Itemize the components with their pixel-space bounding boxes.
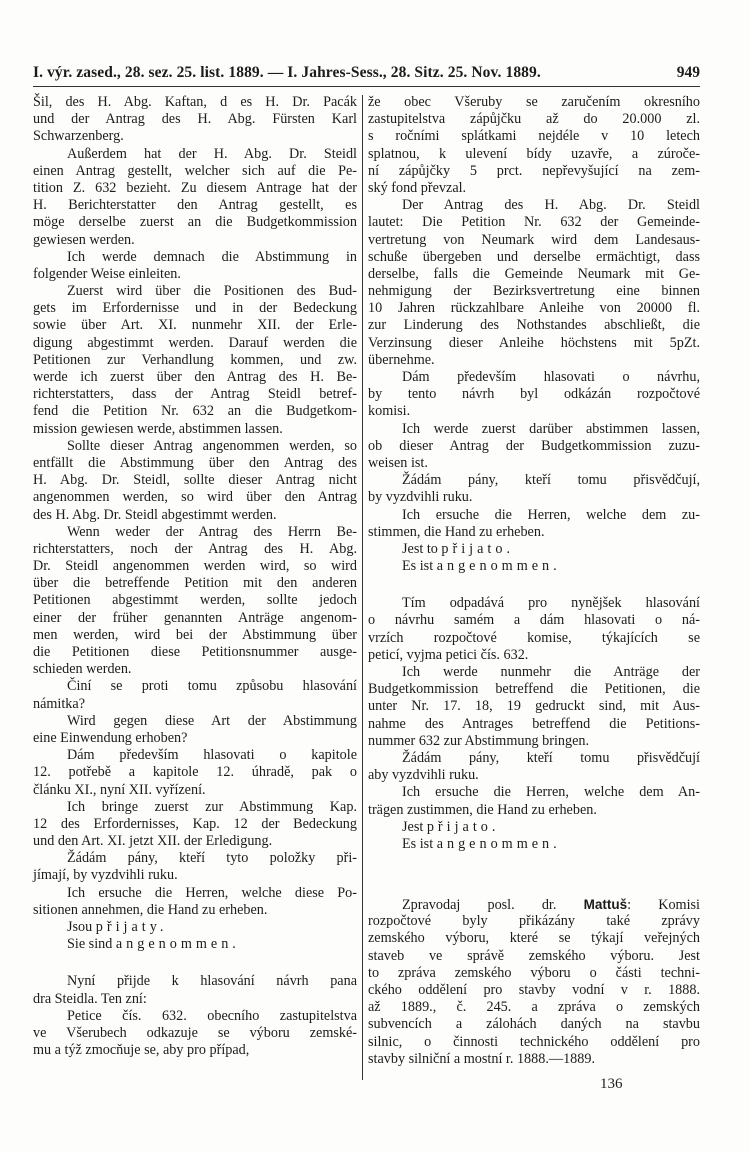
text-line: s ročními splátkami nejdéle v 10 letech: [368, 128, 700, 145]
text-line: 12 des Erfordernisses, Kap. 12 der Bedeckung: [33, 815, 357, 832]
text-line: unter Nr. 17. 18, 19 gedruckt sind, mit Aus-: [368, 698, 700, 715]
text-line: že obec Všeruby se zaručením okresního: [368, 94, 700, 110]
paragraph: [368, 94, 700, 197]
paragraph: [33, 94, 357, 146]
text-segment: Jest: [402, 818, 427, 835]
paragraph: [368, 541, 700, 558]
text-line: 10 Jahren rückzahlbare Anleihe von 20000 fl.: [368, 300, 700, 317]
text-line: über die betreffende Petition mit den anderen: [33, 575, 357, 592]
text-line: richterstatters, dass der Antrag Steidl betref-: [33, 386, 357, 403]
text-segment: Sie sind: [67, 936, 116, 953]
paragraph: [368, 369, 700, 421]
paragraph: [33, 249, 357, 283]
paragraph: [33, 1008, 357, 1060]
paragraph: [368, 836, 700, 853]
text-segment: angenommen.: [436, 558, 561, 575]
paragraph: [33, 799, 357, 851]
text-line: komisi.: [368, 403, 411, 420]
text-line: mu a týž zmocňuje se, aby pro případ,: [33, 1042, 250, 1059]
text-line: [33, 936, 357, 953]
text-line: einen Antrag gestellt, welcher sich auf die Pe-: [33, 162, 357, 179]
text-line: Budgetkommission betreffend die Petitionen, die: [368, 681, 700, 698]
text-line: übernehme.: [368, 351, 435, 368]
paragraph: [33, 678, 357, 712]
text-line: Ich ersuche die Herren, welche dem zu-: [402, 506, 700, 523]
text-line: Sollte dieser Antrag angenommen werden, so: [67, 437, 357, 454]
text-line: ní zápůjčky 5 prct. nepřevyšující na zem-: [368, 162, 700, 179]
paragraph: [368, 197, 700, 369]
text-line: folgender Weise einleiten.: [33, 265, 181, 282]
text-line: [368, 558, 700, 575]
text-segment: Jsou: [67, 919, 96, 935]
text-line: sitionen annehmen, die Hand zu erheben.: [33, 901, 268, 918]
text-line: zastupitelstva zápůjčku až do 20.000 zl.: [368, 111, 700, 128]
text-line: H. Berichterstatter den Antrag gestellt, es: [33, 197, 357, 214]
text-line: Ich bringe zuerst zur Abstimmung Kap.: [67, 798, 357, 815]
text-line: gewiesen werden.: [33, 231, 135, 248]
text-segment: Es ist: [402, 835, 437, 852]
right-column: [368, 94, 700, 1068]
paragraph: [33, 973, 357, 1007]
paragraph: [368, 750, 700, 784]
text-line: Ich werde nunmehr die Anträge der: [402, 664, 700, 680]
text-line: Nyní přijde k hlasování návrh pana: [67, 973, 357, 990]
paragraph: [33, 146, 357, 249]
text-line: 12. potřebě a kapitole 12. úhradě, pak o: [33, 764, 357, 781]
text-segment: Es ist: [402, 558, 437, 575]
left-column: [33, 94, 357, 1059]
text-line: by vyzdvihli ruku.: [368, 489, 473, 506]
text-line: Petitionen abgestimmt werden, sollte jedoch: [33, 592, 357, 609]
text-line: Tím odpadává pro nynějšek hlasování: [402, 595, 700, 612]
text-line: tition Z. 632 bezieht. Zu diesem Antrage hat der: [33, 179, 357, 196]
text-line: Der Antrag des H. Abg. Dr. Steidl: [402, 197, 700, 214]
page-number: 949: [676, 64, 700, 81]
text-line: dra Steidla. Ten zní:: [33, 990, 147, 1007]
text-line: Wenn weder der Antrag des Herrn Be-: [67, 523, 357, 540]
text-line: ckého oddělení pro stavby vodní v r. 1888.: [368, 982, 700, 998]
text-line: až 1889., č. 245. a zpráva o zemských: [368, 999, 700, 1016]
text-line: [368, 896, 700, 913]
sheet-signature-number: 136: [600, 1076, 623, 1092]
text-line: Wird gegen diese Art der Abstimmung: [67, 712, 357, 729]
text-line: schuße übergeben und derselbe ermächtigt, dass: [368, 248, 700, 265]
text-line: und der Antrag des H. Abg. Fürsten Karl: [33, 111, 357, 128]
text-line: Außerdem hat der H. Abg. Dr. Steidl: [67, 145, 357, 162]
text-segment: přijaty.: [95, 919, 168, 935]
text-line: H. Abg. Dr. Steidl, sollte dieser Antrag nicht: [33, 472, 357, 489]
paragraph: [368, 819, 700, 836]
text-line: schieden werden.: [33, 661, 132, 678]
text-line: peticí, vyjma petici čís. 632.: [368, 646, 529, 663]
text-line: Žádám pány, kteří tyto položky při-: [67, 850, 357, 867]
paragraph: [33, 524, 357, 679]
text-line: nahme des Antrages betreffend die Petitions-: [368, 715, 700, 732]
text-line: to zpráva zemského výboru o části techni-: [368, 964, 700, 981]
text-line: stimmen, die Hand zu erheben.: [368, 523, 545, 540]
text-line: Dám především hlasovati o návrhu,: [402, 369, 700, 385]
text-line: [33, 919, 357, 936]
text-line: staveb ve správě zemského výboru. Jest: [368, 947, 700, 964]
text-line: Dám především hlasovati o kapitole: [67, 747, 357, 764]
text-line: vrzích rozpočtové komise, týkajících se: [368, 629, 700, 646]
text-line: sowie über Art. XI. nunmehr XII. der Erle-: [33, 317, 357, 334]
text-line: námitka?: [33, 695, 85, 712]
text-line: Ich werde zuerst darüber abstimmen lassen,: [402, 420, 700, 437]
text-line: [368, 541, 700, 558]
text-line: weisen ist.: [368, 454, 428, 471]
paragraph: [33, 885, 357, 919]
text-line: Ich werde demnach die Abstimmung in: [67, 248, 357, 265]
header-title: I. výr. zased., 28. sez. 25. list. 1889. — I. Jahres-Sess., 28. Sitz. 25. Nov. 1889.: [33, 64, 541, 81]
paragraph: [368, 664, 700, 750]
paragraph: [33, 283, 357, 438]
text-line: Ich ersuche die Herren, welche dem An-: [402, 784, 700, 801]
text-line: ský fond převzal.: [368, 179, 467, 196]
paragraph: [33, 747, 357, 799]
paragraph: [368, 472, 700, 506]
paragraph: [368, 558, 700, 575]
text-line: splatnou, k ulevení bídy uzavře, a zúroče-: [368, 145, 700, 162]
text-segment: angenommen.: [115, 936, 240, 953]
text-segment: přijato.: [441, 540, 515, 557]
text-line: Činí se proti tomu způsobu hlasování: [67, 678, 357, 695]
text-line: werde ich zuerst über den Antrag des H. Be-: [33, 369, 357, 385]
text-line: vertretung von Neumark wird dem Landesaus-: [368, 231, 700, 248]
running-header: [33, 64, 700, 87]
text-line: o návrhu samém a dám hlasovati o ná-: [368, 612, 700, 629]
text-line: trägen zustimmen, die Hand zu erheben.: [368, 801, 597, 818]
text-line: stavby silniční a mostní r. 1888.—1889.: [368, 1050, 595, 1067]
paragraph: [368, 896, 700, 1068]
text-line: [368, 819, 700, 836]
text-line: Žádám pány, kteří tomu přisvědčují: [402, 749, 700, 766]
text-line: ob dieser Antrag der Budgetkommission zuzu-: [368, 437, 700, 454]
text-segment: Zpravodaj posl. dr.: [402, 897, 584, 914]
text-line: entfällt die Abstimmung über den Antrag des: [33, 454, 357, 471]
text-line: Schwarzenberg.: [33, 128, 124, 145]
text-line: subvencích a zálohách daných na stavbu: [368, 1016, 700, 1033]
paragraph: [368, 421, 700, 473]
text-line: Ich ersuche die Herren, welche diese Po-: [67, 884, 357, 901]
paragraph: [33, 936, 357, 953]
text-line: Zuerst wird über die Positionen des Bud-: [67, 283, 357, 300]
text-line: eine Einwendung erhoben?: [33, 729, 188, 746]
text-line: zur Linderung des Nothstandes abschließt, die: [368, 317, 700, 334]
text-line: rozpočtové byly přikázány také zprávy: [368, 913, 700, 930]
text-line: aby vyzdvihli ruku.: [368, 767, 479, 784]
text-line: Petitionen zur Verhandlung kommen, und zw.: [33, 351, 357, 368]
text-line: zemského výboru, které se týkají veřejných: [368, 930, 700, 947]
text-segment: : Komisi: [627, 897, 700, 914]
text-line: angenommen werden, so wird über den Antrag: [33, 489, 357, 506]
text-line: [368, 836, 700, 853]
speaker-name: Mattuš: [583, 897, 628, 913]
column-divider: [362, 95, 363, 1080]
text-line: Petice čís. 632. obecního zastupitelstva: [67, 1007, 357, 1024]
text-segment: angenommen.: [436, 835, 561, 852]
text-line: digung abgestimmt werden. Darauf werden die: [33, 334, 357, 351]
text-line: jímají, by vyzdvihli ruku.: [33, 867, 178, 884]
text-line: silnic, o činnosti technického oddělení pro: [368, 1033, 700, 1050]
text-line: Verzinsung dieser Anleihe höchstens mit 5pZt.: [368, 334, 700, 351]
text-line: men werden, wird bei der Abstimmung über: [33, 626, 357, 643]
text-line: Šil, des H. Abg. Kaftan, d es H. Dr. Pacák: [33, 94, 357, 110]
text-line: die Petitionen diese Petitionsnummer ausge-: [33, 644, 357, 660]
text-segment: Jest to: [402, 540, 442, 557]
text-line: nummer 632 zur Abstimmung bringen.: [368, 732, 590, 749]
text-line: einer der früher genannten Anträge angenom-: [33, 609, 357, 626]
paragraph: [368, 507, 700, 541]
text-line: by tento návrh byl odkázán rozpočtové: [368, 386, 700, 403]
text-line: Dr. Steidl angenommen werden wird, so wird: [33, 558, 357, 575]
paragraph: [33, 919, 357, 936]
paragraph: [33, 438, 357, 524]
text-line: derselbe, falls die Gemeinde Neumark mit Ge-: [368, 265, 700, 282]
text-line: möge derselbe zuerst an die Budgetkommission: [33, 214, 357, 231]
paragraph: [368, 595, 700, 664]
text-line: článku XI., nyní XII. vyřízení.: [33, 781, 206, 798]
text-line: ve Všerubech odkazuje se výboru zemské-: [33, 1024, 357, 1041]
text-line: und den Art. XI. jetzt XII. der Erledigung.: [33, 833, 273, 850]
text-line: Žádám pány, kteří tomu přisvědčují,: [402, 472, 700, 489]
paragraph: [33, 850, 357, 884]
text-line: des H. Abg. Dr. Steidl abgestimmt werden.: [33, 506, 277, 523]
text-line: richterstatters, noch der Antrag des H. Abg.: [33, 540, 357, 557]
paragraph: [368, 784, 700, 818]
paragraph: [33, 713, 357, 747]
text-line: nehmigung der Bezirksvertretung eine binnen: [368, 283, 700, 300]
text-line: lautet: Die Petition Nr. 632 der Gemeinde-: [368, 214, 700, 231]
text-line: mission gewiesen werde, abstimmen lassen.: [33, 420, 283, 437]
text-segment: přijato.: [426, 818, 500, 835]
text-line: fend die Petition Nr. 632 an die Budgetkom-: [33, 403, 357, 420]
text-line: gets im Erfordernisse und in der Bedeckung: [33, 300, 357, 317]
